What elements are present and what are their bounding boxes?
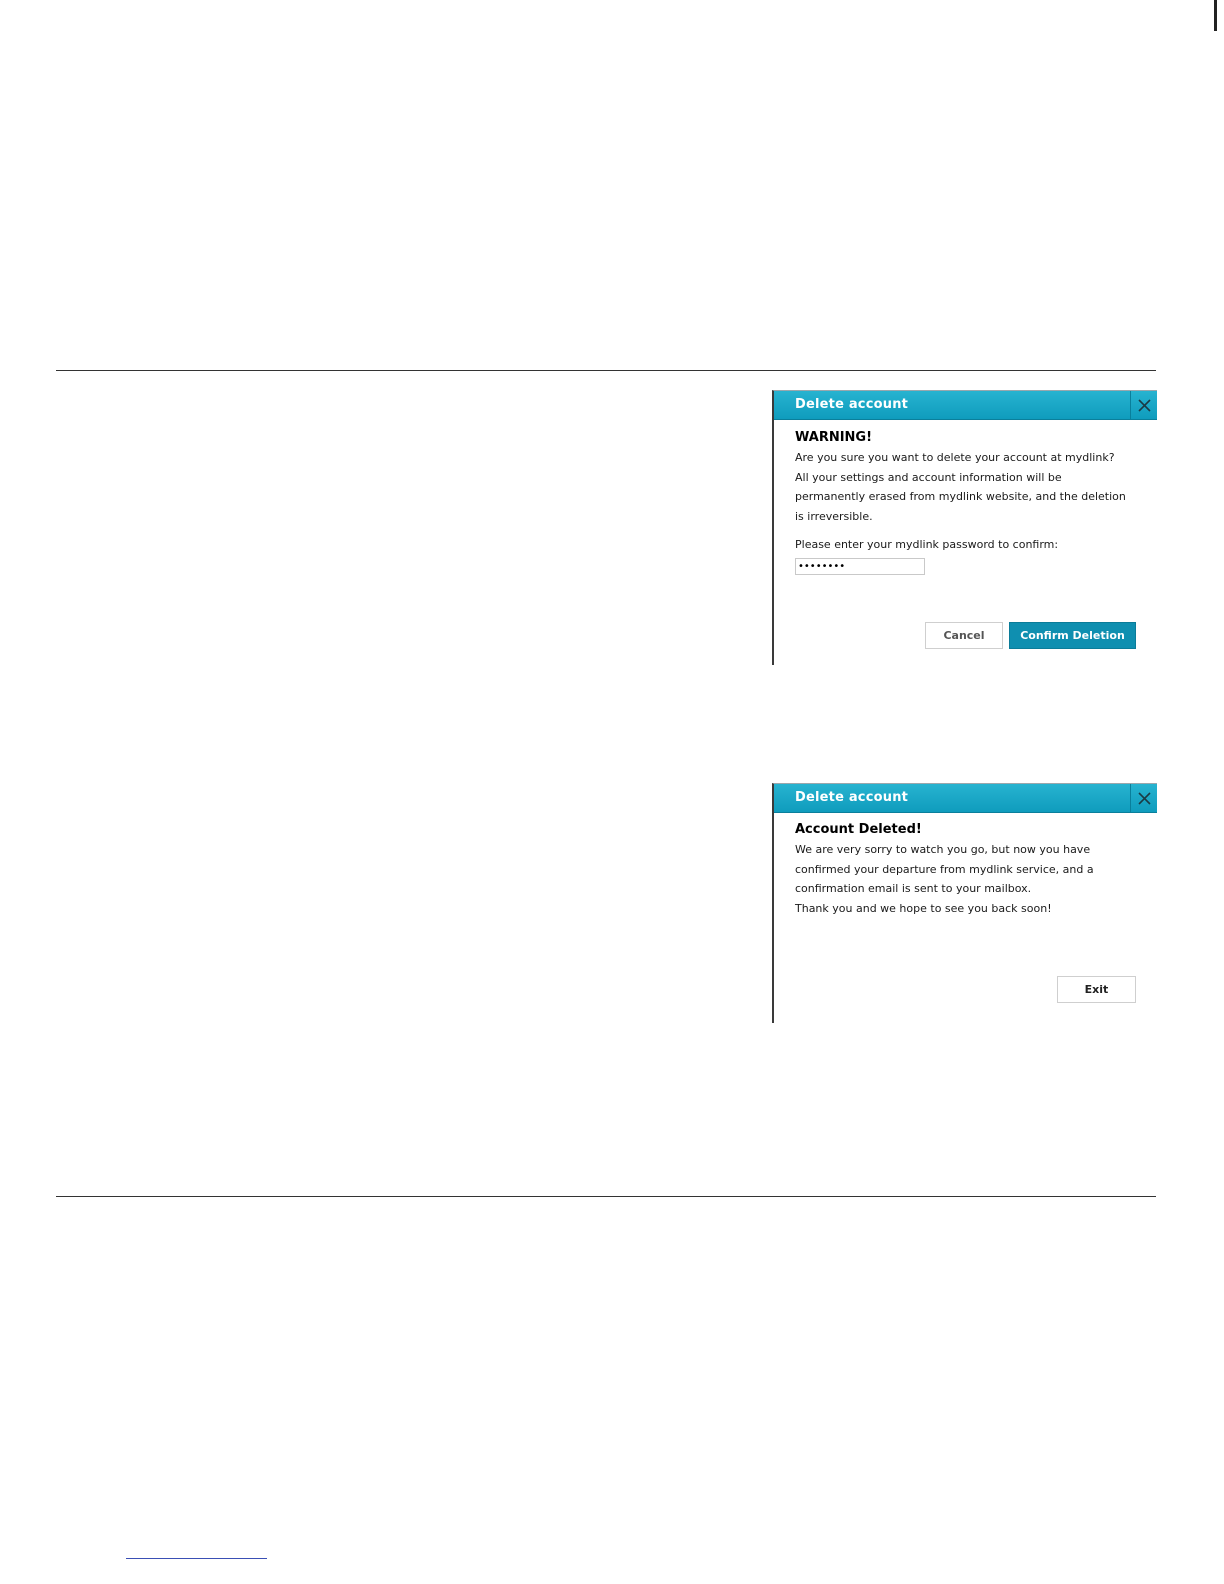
- dialog-title: Delete account: [795, 397, 909, 412]
- password-label: Please enter your mydlink password to confirm:: [795, 538, 1059, 551]
- page-edge-mark: [1214, 0, 1217, 31]
- close-icon: [1138, 792, 1151, 805]
- close-button[interactable]: [1130, 784, 1157, 812]
- deleted-line-2: confirmed your departure from mydlink service, and a: [795, 862, 1094, 876]
- section-divider-top: [56, 370, 1156, 371]
- delete-account-dialog: [772, 390, 1157, 665]
- password-input[interactable]: [795, 558, 925, 575]
- warning-line-3: permanently erased from mydlink website, and the deletion: [795, 490, 1126, 503]
- close-button[interactable]: [1130, 391, 1157, 419]
- footer-link-underline: [126, 1558, 267, 1559]
- warning-line-1: Are you sure you want to delete your account at mydlink?: [795, 451, 1115, 464]
- deleted-line-1: We are very sorry to watch you go, but now you have: [795, 843, 1091, 856]
- warning-line-4: is irreversible.: [795, 509, 873, 523]
- dialog-titlebar: [774, 784, 1157, 813]
- deleted-line-3: confirmation email is sent to your mailbox.: [795, 882, 1032, 895]
- deleted-heading: Account Deleted!: [795, 822, 922, 837]
- confirm-deletion-button[interactable]: Confirm Deletion: [1009, 622, 1136, 649]
- dialog-title: Delete account: [795, 790, 909, 805]
- dialog-body: [795, 429, 1143, 575]
- warning-line-2: All your settings and account information will be: [795, 470, 1062, 484]
- section-divider-bottom: [56, 1196, 1156, 1197]
- dialog-titlebar: [774, 391, 1157, 420]
- cancel-button[interactable]: Cancel: [925, 622, 1003, 649]
- exit-button[interactable]: Exit: [1057, 976, 1136, 1003]
- warning-heading: WARNING!: [795, 430, 873, 445]
- close-icon: [1138, 399, 1151, 412]
- deleted-line-4: Thank you and we hope to see you back soon!: [795, 901, 1052, 915]
- dialog-body: [795, 821, 1143, 918]
- account-deleted-dialog: [772, 783, 1157, 1023]
